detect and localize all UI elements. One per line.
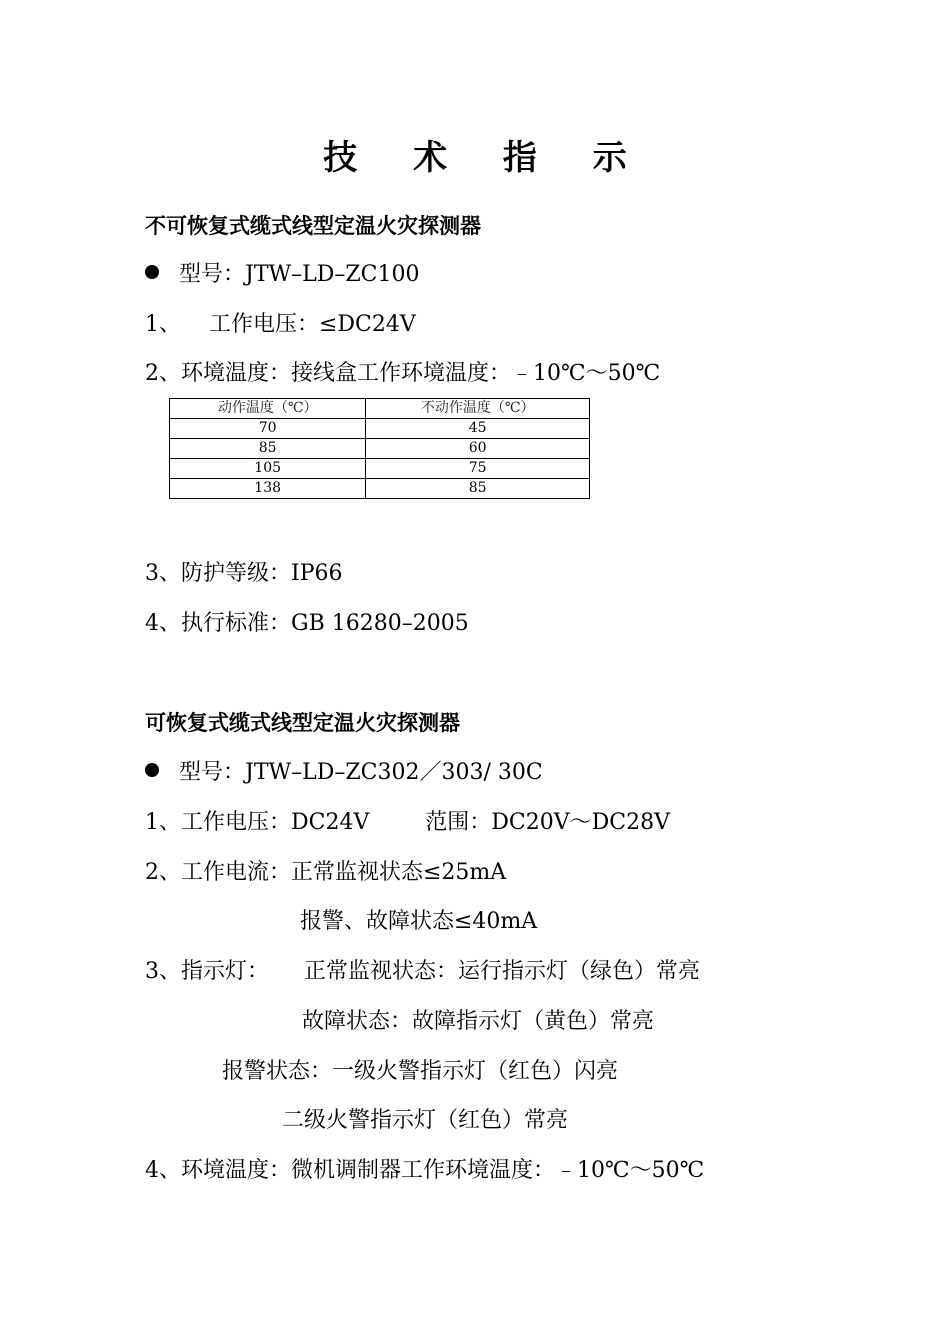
- section1-heading: 不可恢复式缆式线型定温火灾探测器: [145, 214, 481, 238]
- section1-item3: 3、防护等级：IP66: [145, 561, 343, 586]
- section2-item3c: 报警状态：一级火警指示灯（红色）闪亮: [222, 1059, 619, 1084]
- table-header-cell: 不动作温度（℃）: [366, 399, 590, 419]
- bullet-icon: [145, 265, 159, 279]
- table-cell: 45: [366, 419, 590, 439]
- table-row: [170, 439, 590, 459]
- section1-model-text: 型号：JTW–LD–ZC100: [179, 262, 420, 287]
- section2-item3a: 3、指示灯： 正常监视状态：运行指示灯（绿色）常亮: [145, 959, 700, 984]
- section1-item2: 2、环境温度：接线盒工作环境温度：﹣10℃～50℃: [145, 361, 661, 386]
- table-cell: 70: [170, 419, 366, 439]
- table-cell: 85: [366, 479, 590, 499]
- table-cell: 60: [366, 439, 590, 459]
- bullet-icon: [145, 763, 159, 777]
- table-header-row: [170, 399, 590, 419]
- section2-item2a: 2、工作电流：正常监视状态≤25mA: [145, 860, 507, 885]
- section2-item4: 4、环境温度：微机调制器工作环境温度：﹣10℃～50℃: [145, 1158, 705, 1183]
- page-title: 技 术 指 示: [323, 138, 649, 178]
- section2-model-text: 型号：JTW–LD–ZC302／303/ 30C: [179, 760, 543, 785]
- section2-item2b: 报警、故障状态≤40mA: [300, 909, 538, 934]
- table-cell: 105: [170, 459, 366, 479]
- section1-model: [145, 260, 419, 290]
- section2-model: [145, 758, 543, 788]
- section2-item1: 1、工作电压：DC24V 范围：DC20V～DC28V: [145, 810, 671, 835]
- table-cell: 75: [366, 459, 590, 479]
- section2-heading: 可恢复式缆式线型定温火灾探测器: [145, 711, 460, 735]
- table-row: [170, 459, 590, 479]
- table-cell: 138: [170, 479, 366, 499]
- section1-item1: 1、 工作电压：≤DC24V: [145, 312, 416, 337]
- table-row: [170, 419, 590, 439]
- section2-item3b: 故障状态：故障指示灯（黄色）常亮: [302, 1009, 655, 1034]
- table-cell: 85: [170, 439, 366, 459]
- temperature-table: [169, 398, 590, 499]
- section2-item3d: 二级火警指示灯（红色）常亮: [282, 1108, 569, 1133]
- table-row: [170, 479, 590, 499]
- table-header-cell: 动作温度（℃）: [170, 399, 366, 419]
- section1-item4: 4、执行标准：GB 16280–2005: [145, 611, 469, 636]
